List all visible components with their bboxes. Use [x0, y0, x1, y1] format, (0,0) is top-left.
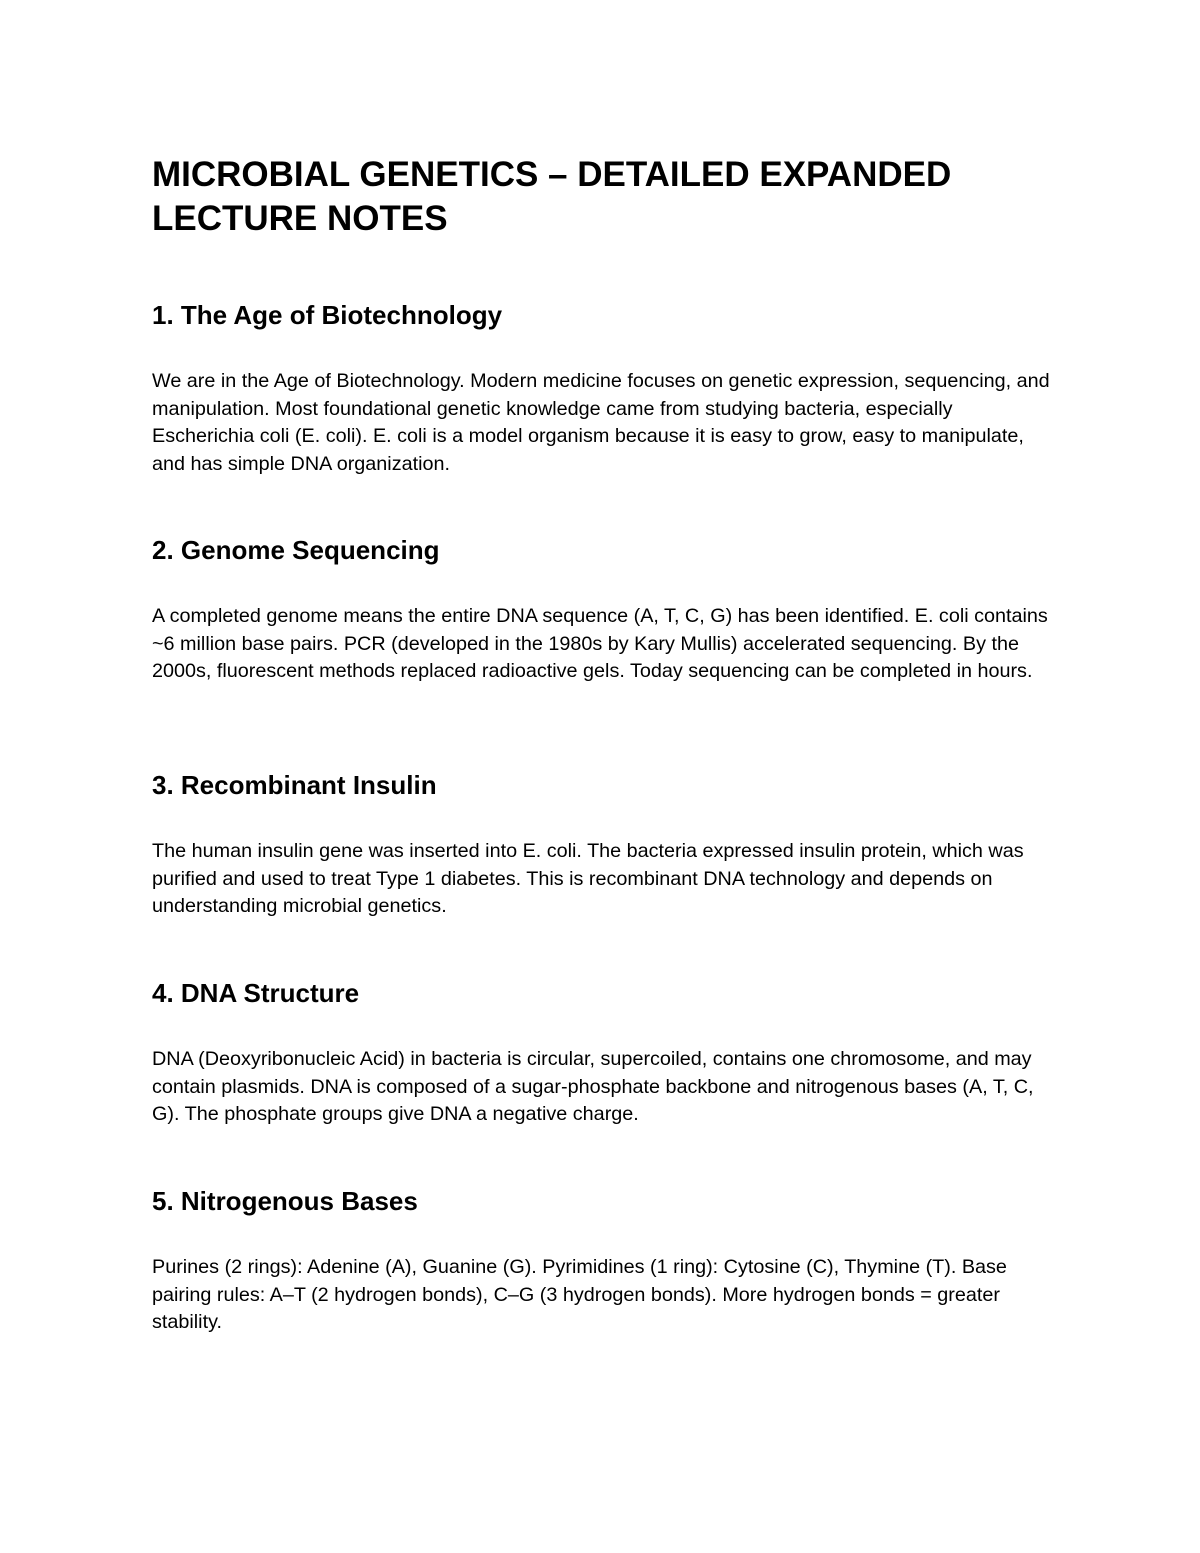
section-body-nitrogenous-bases: Purines (2 rings): Adenine (A), Guanine (G). Pyrimidines (1 ring): Cytosine (C), Thymine (T). Base pairing rules: A–T (2 hydrogen bonds), C–G (3 hydrogen bonds). More hydrogen bonds = greater stability. — [152, 1256, 1007, 1333]
section-body-dna-structure: DNA (Deoxyribonucleic Acid) in bacteria is circular, supercoiled, contains one chromosome, and may contain plasmids. DNA is composed of a sugar-phosphate backbone and nitrogenous bases (A, T, C, G). The phosphate groups give DNA a negative charge. — [152, 1048, 1034, 1125]
section-heading-genome-sequencing: 2. Genome Sequencing — [152, 535, 440, 565]
section-body-genome-sequencing: A completed genome means the entire DNA sequence (A, T, C, G) has been identified. E. coli contains ~6 million base pairs. PCR (developed in the 1980s by Kary Mullis) accelerated sequencing. By the 2000s, fluorescent methods replaced radioactive gels. Today sequencing can be completed in hours. — [152, 605, 1048, 682]
section-body-age-of-biotechnology: We are in the Age of Biotechnology. Modern medicine focuses on genetic expression, sequencing, and manipulation. Most foundational genetic knowledge came from studying bacteria, especially Escherichia coli (E. coli). E. coli is a model organism because it is easy to grow, easy to manipulate, and has simple DNA organization. — [152, 370, 1050, 475]
section-body-recombinant-insulin: The human insulin gene was inserted into E. coli. The bacteria expressed insulin protein, which was purified and used to treat Type 1 diabetes. This is recombinant DNA technology and depends on understanding microbial genetics. — [152, 840, 1024, 917]
section-heading-nitrogenous-bases: 5. Nitrogenous Bases — [152, 1186, 418, 1216]
section-heading-age-of-biotechnology: 1. The Age of Biotechnology — [152, 300, 503, 330]
document-title: MICROBIAL GENETICS – DETAILED EXPANDED LECTURE NOTES — [152, 155, 952, 238]
section-heading-dna-structure: 4. DNA Structure — [152, 978, 360, 1008]
section-heading-recombinant-insulin: 3. Recombinant Insulin — [152, 770, 437, 800]
